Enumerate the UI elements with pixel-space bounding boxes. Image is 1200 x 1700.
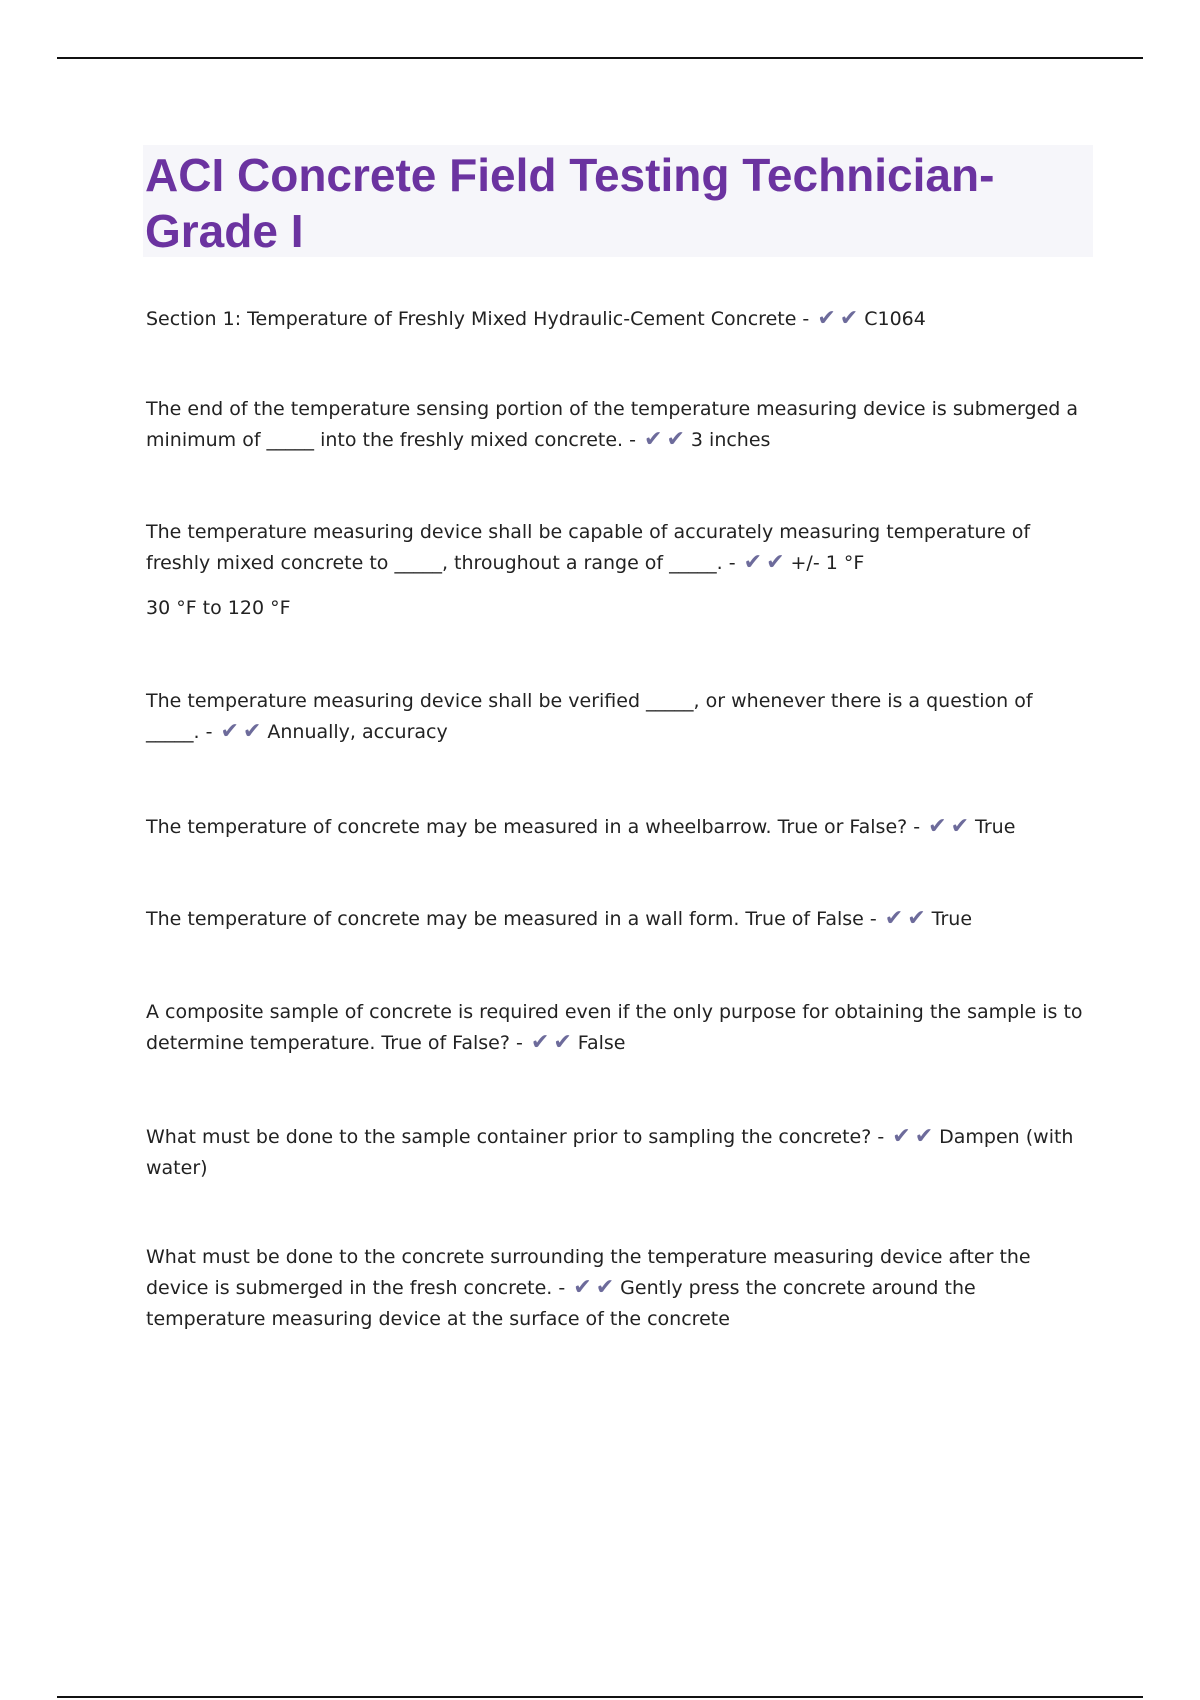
question-text: The temperature measuring device shall be verified _____, or whenever there is a question of _____. -: [146, 690, 1033, 743]
answer-text: True: [931, 908, 973, 930]
document-title: [145, 147, 1091, 259]
qa-item: [146, 1122, 1086, 1184]
double-check-icon: [885, 904, 930, 935]
check-icon: ✔: [914, 1124, 934, 1149]
answer-text: Annually, accuracy: [267, 721, 448, 743]
question-text: What must be done to the sample container prior to sampling the concrete? -: [146, 1126, 885, 1148]
check-icon: ✔: [907, 906, 926, 931]
qa-item: [146, 304, 1086, 335]
double-check-icon: [531, 1028, 576, 1059]
qa-item: [146, 394, 1086, 456]
double-check-icon: [220, 717, 265, 748]
qa-item: [146, 812, 1086, 843]
check-icon: ✔: [884, 906, 904, 931]
title-line-2: Grade I: [145, 205, 304, 257]
answer-text: Gently press the concrete around the temperature measuring device at the surface of the concrete: [146, 1277, 976, 1330]
check-icon: ✔: [220, 719, 239, 744]
qa-item: [146, 997, 1086, 1059]
qa-item: [146, 517, 1086, 624]
answer-text: True: [975, 816, 1016, 838]
check-icon: ✔: [839, 306, 859, 331]
answer-text: False: [577, 1032, 626, 1054]
answer-extra-text: 30 °F to 120 °F: [146, 597, 291, 619]
check-icon: ✔: [666, 427, 685, 452]
check-icon: ✔: [950, 814, 970, 839]
qa-item: [146, 904, 1086, 935]
question-text: What must be done to the concrete surrounding the temperature measuring device after the device is submerged in the fresh concrete. -: [146, 1246, 1031, 1299]
bottom-rule: [57, 1696, 1143, 1698]
double-check-icon: [892, 1122, 937, 1153]
question-text: The temperature of concrete may be measured in a wall form. True of False -: [146, 908, 877, 930]
question-text: The end of the temperature sensing portion of the temperature measuring device is submerged a minimum of _____ into the freshly mixed concrete. -: [146, 398, 1079, 451]
double-check-icon: [928, 812, 973, 843]
title-line-1: ACI Concrete Field Testing Technician-: [145, 149, 995, 201]
answer-text: 3 inches: [690, 429, 771, 451]
check-icon: ✔: [242, 719, 262, 744]
check-icon: ✔: [644, 427, 663, 452]
top-rule: [57, 57, 1143, 59]
answer-text: +/- 1 °F: [790, 552, 865, 574]
question-text: Section 1: Temperature of Freshly Mixed Hydraulic-Cement Concrete -: [146, 308, 810, 330]
question-text: A composite sample of concrete is required even if the only purpose for obtaining the sample is to determine temperature. True of False? -: [146, 1001, 1083, 1054]
check-icon: ✔: [553, 1030, 572, 1055]
question-text: The temperature measuring device shall be capable of accurately measuring temperature of freshly mixed concrete to _____, throughout a range of _____. -: [146, 521, 1031, 574]
check-icon: ✔: [928, 814, 947, 839]
check-icon: ✔: [892, 1124, 911, 1149]
double-check-icon: [573, 1273, 618, 1304]
check-icon: ✔: [766, 550, 785, 575]
check-icon: ✔: [595, 1275, 615, 1300]
double-check-icon: [644, 425, 689, 456]
check-icon: ✔: [573, 1275, 592, 1300]
check-icon: ✔: [817, 306, 836, 331]
qa-item: [146, 1242, 1086, 1335]
title-block: [143, 145, 1093, 257]
answer-text: Dampen (with water): [146, 1126, 1074, 1179]
check-icon: ✔: [743, 550, 763, 575]
qa-item: [146, 686, 1086, 748]
check-icon: ✔: [530, 1030, 550, 1055]
double-check-icon: [817, 304, 862, 335]
answer-text: C1064: [864, 308, 926, 330]
question-text: The temperature of concrete may be measured in a wheelbarrow. True or False? -: [146, 816, 921, 838]
double-check-icon: [744, 548, 789, 579]
